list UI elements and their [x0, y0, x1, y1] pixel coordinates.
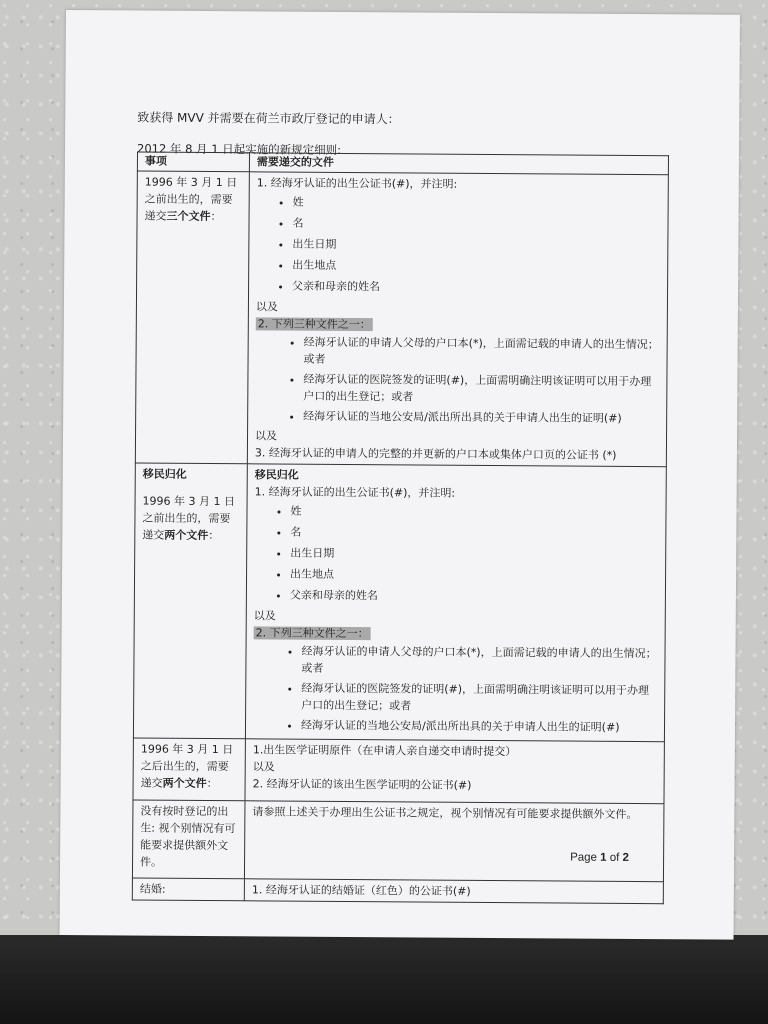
list-item: • 名: [290, 524, 659, 544]
header-matter: 事项: [137, 152, 249, 172]
list-item: • 出生日期: [292, 236, 661, 256]
highlighted-text: 2. 下列三种文件之一：: [255, 626, 369, 641]
row-condition: 1996 年 3 月 1 日之前出生的，需要递交三个文件：: [135, 171, 249, 464]
row-condition: 没有按时登记的出生: 视个别情况有可能要求提供额外文件。: [132, 800, 245, 879]
list-item: • 经海牙认证的当地公安局/派出所出具的关于申请人出生的证明(#): [303, 408, 660, 427]
list-item: • 经海牙认证的医院签发的证明(#)，上面需明确注明该证明可以用于办理户口的出生登记；或者: [303, 371, 660, 407]
row-condition: 结婚:: [132, 878, 244, 901]
highlighted-text: 2. 下列三种文件之一：: [257, 317, 371, 332]
list-item: • 父亲和母亲的姓名: [292, 278, 661, 298]
list-item: • 名: [292, 215, 661, 235]
table-surface-shadow: [0, 935, 768, 1024]
bullet-list: [256, 193, 662, 297]
list-item: • 出生日期: [290, 545, 659, 565]
bullet-list: [254, 502, 660, 606]
row-documents: 1. 经海牙认证的出生公证书(#)，并注明: • 姓 • 名 • 出生日期 • 出生地点 • 父亲和母亲的姓名 以及 2. 下列三种文件之一： • 经海牙认证的申请人父母的户口本(*)，上面需记载的申请人的出生情况；或者 • 经海牙认证的医院签发的证明(#)，上面需明确注明该证明可以用于办理户口的出生登记；或者 • 经海牙认证的当地公安局/派出所出具的关于申请人出生的证明(#) 以及 3. 经海牙认证的申请人的完整的并更新的户口本或集体户口页的公证书 (*): [247, 172, 668, 467]
requirements-table: [132, 151, 669, 904]
table-row: [132, 878, 663, 904]
list-item: • 姓: [290, 503, 659, 523]
table-row: [132, 800, 664, 882]
document-page: [60, 10, 740, 940]
list-item: • 姓: [293, 194, 662, 214]
sub-list: [253, 642, 659, 736]
list-item: • 出生地点: [292, 257, 661, 277]
row-documents: 移民归化 1. 经海牙认证的出生公证书(#)，并注明: • 姓 • 名 • 出生日期 • 出生地点 • 父亲和母亲的姓名 以及 2. 下列三种文件之一： • 经海牙认证的申请人父母的户口本(*)，上面需记载的申请人的出生情况；或者 • 经海牙认证的医院签发的证明(#)，上面需明确注明该证明可以用于办理户口的出生登记；或者 • 经海牙认证的当地公安局/派出所出具的关于申请人出生的证明(#): [245, 464, 666, 742]
date-line: 2012 年 8 月 1 日起实施的新规定细则:: [136, 141, 342, 157]
table-row: [133, 738, 664, 804]
intro-line: 致获得 MVV 并需要在荷兰市政厅登记的申请人：: [137, 110, 400, 127]
row-documents: 1. 经海牙认证的结婚证（红色）的公证书(#): [244, 879, 663, 904]
list-item: • 经海牙认证的医院签发的证明(#)，上面需明确注明该证明可以用于办理户口的出生登记；或者: [301, 680, 658, 716]
list-item: • 经海牙认证的申请人父母的户口本(*)，上面需记载的申请人的出生情况；或者: [301, 643, 658, 679]
list-item: • 父亲和母亲的姓名: [290, 587, 659, 607]
list-item: • 出生地点: [290, 566, 659, 586]
list-item: • 经海牙认证的申请人父母的户口本(*)，上面需记载的申请人的出生情况；或者: [304, 334, 661, 370]
page-number: Page 1 of 2: [570, 851, 629, 864]
header-documents: 需要递交的文件: [249, 153, 668, 175]
row-documents: 请参照上述关于办理出生公证书之规定，视个别情况有可能要求提供额外文件。: [244, 801, 664, 882]
table-row: [135, 171, 668, 467]
row-condition: 移民归化 1996 年 3 月 1 日之前出生的，需要递交两个文件：: [133, 463, 247, 739]
table-row: [133, 463, 666, 742]
row-documents: 1.出生医学证明原件（在申请人亲自递交申请时提交） 以及 2. 经海牙认证的该出生医学证明的公证书(#): [245, 739, 664, 804]
sub-list: [255, 333, 661, 427]
row-condition: 1996 年 3 月 1 日之后出生的，需要递交两个文件：: [133, 738, 245, 801]
list-item: • 经海牙认证的当地公安局/派出所出具的关于申请人出生的证明(#): [301, 717, 658, 736]
